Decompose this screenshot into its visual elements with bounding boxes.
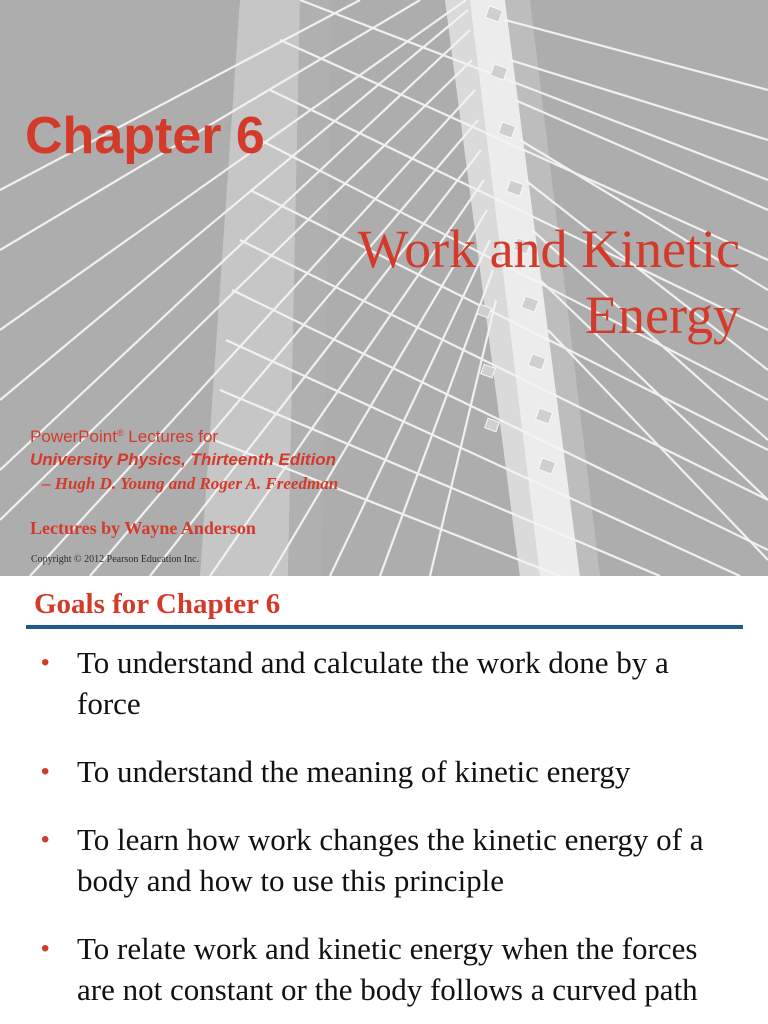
goal-text: To relate work and kinetic energy when the forces are not constant or the body follows a curved path bbox=[77, 931, 698, 1007]
goal-item bbox=[0, 819, 768, 901]
copyright-notice: Copyright © 2012 Pearson Education Inc. bbox=[31, 554, 200, 565]
lecturer-credit: Lectures by Wayne Anderson bbox=[30, 518, 256, 538]
goals-title: Goals for Chapter 6 bbox=[34, 588, 281, 620]
goal-item bbox=[0, 642, 768, 724]
slide-title: Work and Kinetic Energy bbox=[357, 219, 740, 345]
goal-text: To understand the meaning of kinetic energy bbox=[77, 754, 631, 789]
goal-text: To understand and calculate the work done by a force bbox=[77, 645, 669, 721]
bullet-icon: • bbox=[41, 649, 50, 676]
registered-mark: ® bbox=[116, 428, 124, 438]
title-underline-rule bbox=[26, 625, 743, 629]
goal-item bbox=[0, 751, 768, 792]
chapter-heading: Chapter 6 bbox=[25, 107, 265, 165]
powerpoint-label: PowerPoint bbox=[30, 427, 117, 446]
credits-block bbox=[30, 426, 430, 496]
textbook-title: University Physics, Thirteenth Edition bbox=[30, 450, 337, 469]
bullet-icon: • bbox=[41, 758, 50, 785]
textbook-authors: – Hugh D. Young and Roger A. Freedman bbox=[42, 474, 339, 493]
goal-item bbox=[0, 928, 768, 1010]
goals-list bbox=[0, 642, 768, 1024]
powerpoint-lectures-line bbox=[30, 426, 430, 448]
bullet-icon: • bbox=[41, 935, 50, 962]
goals-slide bbox=[0, 576, 768, 1024]
bullet-icon: • bbox=[41, 826, 50, 853]
goal-text: To learn how work changes the kinetic energy of a body and how to use this principle bbox=[77, 822, 704, 898]
lectures-for-label: Lectures for bbox=[123, 427, 219, 446]
